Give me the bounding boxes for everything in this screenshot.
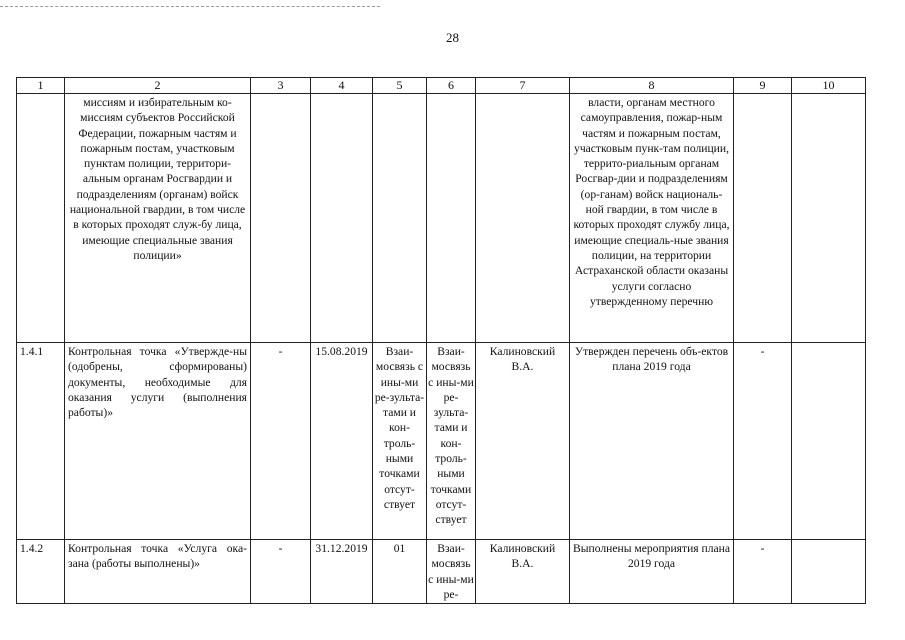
control-points-table xyxy=(16,77,866,604)
control-point-name: Контрольная точка «Услуга ока-зана (работы выполнены)» xyxy=(65,540,251,604)
continuation-result: власти, органам местного самоуправления, пожар-ным частям и пожарным постам, участковым пунк-там полиции, террито-риальным органам Росгвар-дии и подразделениям (ор-ганам) войск националь-ной гвардии, в том числе в которых проходят службу лица, имеющие специаль-ные звания полиции, на территории Астраханской области оказаны услуги согласно утвержденному перечню xyxy=(570,94,734,343)
table-row xyxy=(17,343,866,540)
header-cell: 2 xyxy=(65,78,251,94)
relation-text: Взаи-мосвязь с ины-ми ре-зульта-тами и кон-троль-ными точками отсут-ствует xyxy=(427,343,476,540)
empty-cell xyxy=(373,94,427,343)
header-cell: 10 xyxy=(792,78,866,94)
col9-value: - xyxy=(734,343,792,540)
header-cell: 8 xyxy=(570,78,734,94)
relation-text: Взаи-мосвязь с ины-ми ре-зульта-тами и кон-троль-ными точками отсут-ствует xyxy=(373,343,427,540)
col3-value: - xyxy=(251,343,311,540)
empty-cell xyxy=(427,94,476,343)
col9-value: - xyxy=(734,540,792,604)
table-row xyxy=(17,540,866,604)
header-cell: 6 xyxy=(427,78,476,94)
header-cell: 5 xyxy=(373,78,427,94)
row-number: 1.4.1 xyxy=(17,343,65,540)
result-text: Выполнены мероприятия плана 2019 года xyxy=(570,540,734,604)
relation-text: 01 xyxy=(373,540,427,604)
relation-text: Взаи-мосвязь с ины-ми ре- xyxy=(427,540,476,604)
continuation-num-cell xyxy=(17,94,65,343)
empty-cell xyxy=(251,94,311,343)
col10-value xyxy=(792,343,866,540)
header-cell: 9 xyxy=(734,78,792,94)
empty-cell xyxy=(311,94,373,343)
page-number: 28 xyxy=(446,30,459,45)
header-cell: 7 xyxy=(476,78,570,94)
header-cell: 4 xyxy=(311,78,373,94)
control-point-name: Контрольная точка «Утвержде-ны (одобрены, сформированы) документы, необходимые для оказания услуги (выполнения работы)» xyxy=(65,343,251,540)
responsible-person: Калиновский В.А. xyxy=(476,540,570,604)
row-number: 1.4.2 xyxy=(17,540,65,604)
header-cell: 3 xyxy=(251,78,311,94)
continuation-row xyxy=(17,94,866,343)
header-row xyxy=(17,78,866,94)
empty-cell xyxy=(476,94,570,343)
header-cell: 1 xyxy=(17,78,65,94)
empty-cell xyxy=(792,94,866,343)
result-text: Утвержден перечень объ-ектов плана 2019 года xyxy=(570,343,734,540)
deadline-date: 31.12.2019 xyxy=(311,540,373,604)
continuation-description: миссиям и избирательным ко-миссиям субъектов Российской Федерации, пожарным частям и пожарным постам, участковым пунктам полиции, территори-альным органам Росгвардии и подразделениям (органам) войск национальной гвардии, в том числе в которых проходят служ-бу лица, имеющие специальные звания полиции» xyxy=(65,94,251,343)
empty-cell xyxy=(734,94,792,343)
deadline-date: 15.08.2019 xyxy=(311,343,373,540)
col10-value xyxy=(792,540,866,604)
col3-value: - xyxy=(251,540,311,604)
scan-artifact-line xyxy=(0,6,380,7)
responsible-person: Калиновский В.А. xyxy=(476,343,570,540)
